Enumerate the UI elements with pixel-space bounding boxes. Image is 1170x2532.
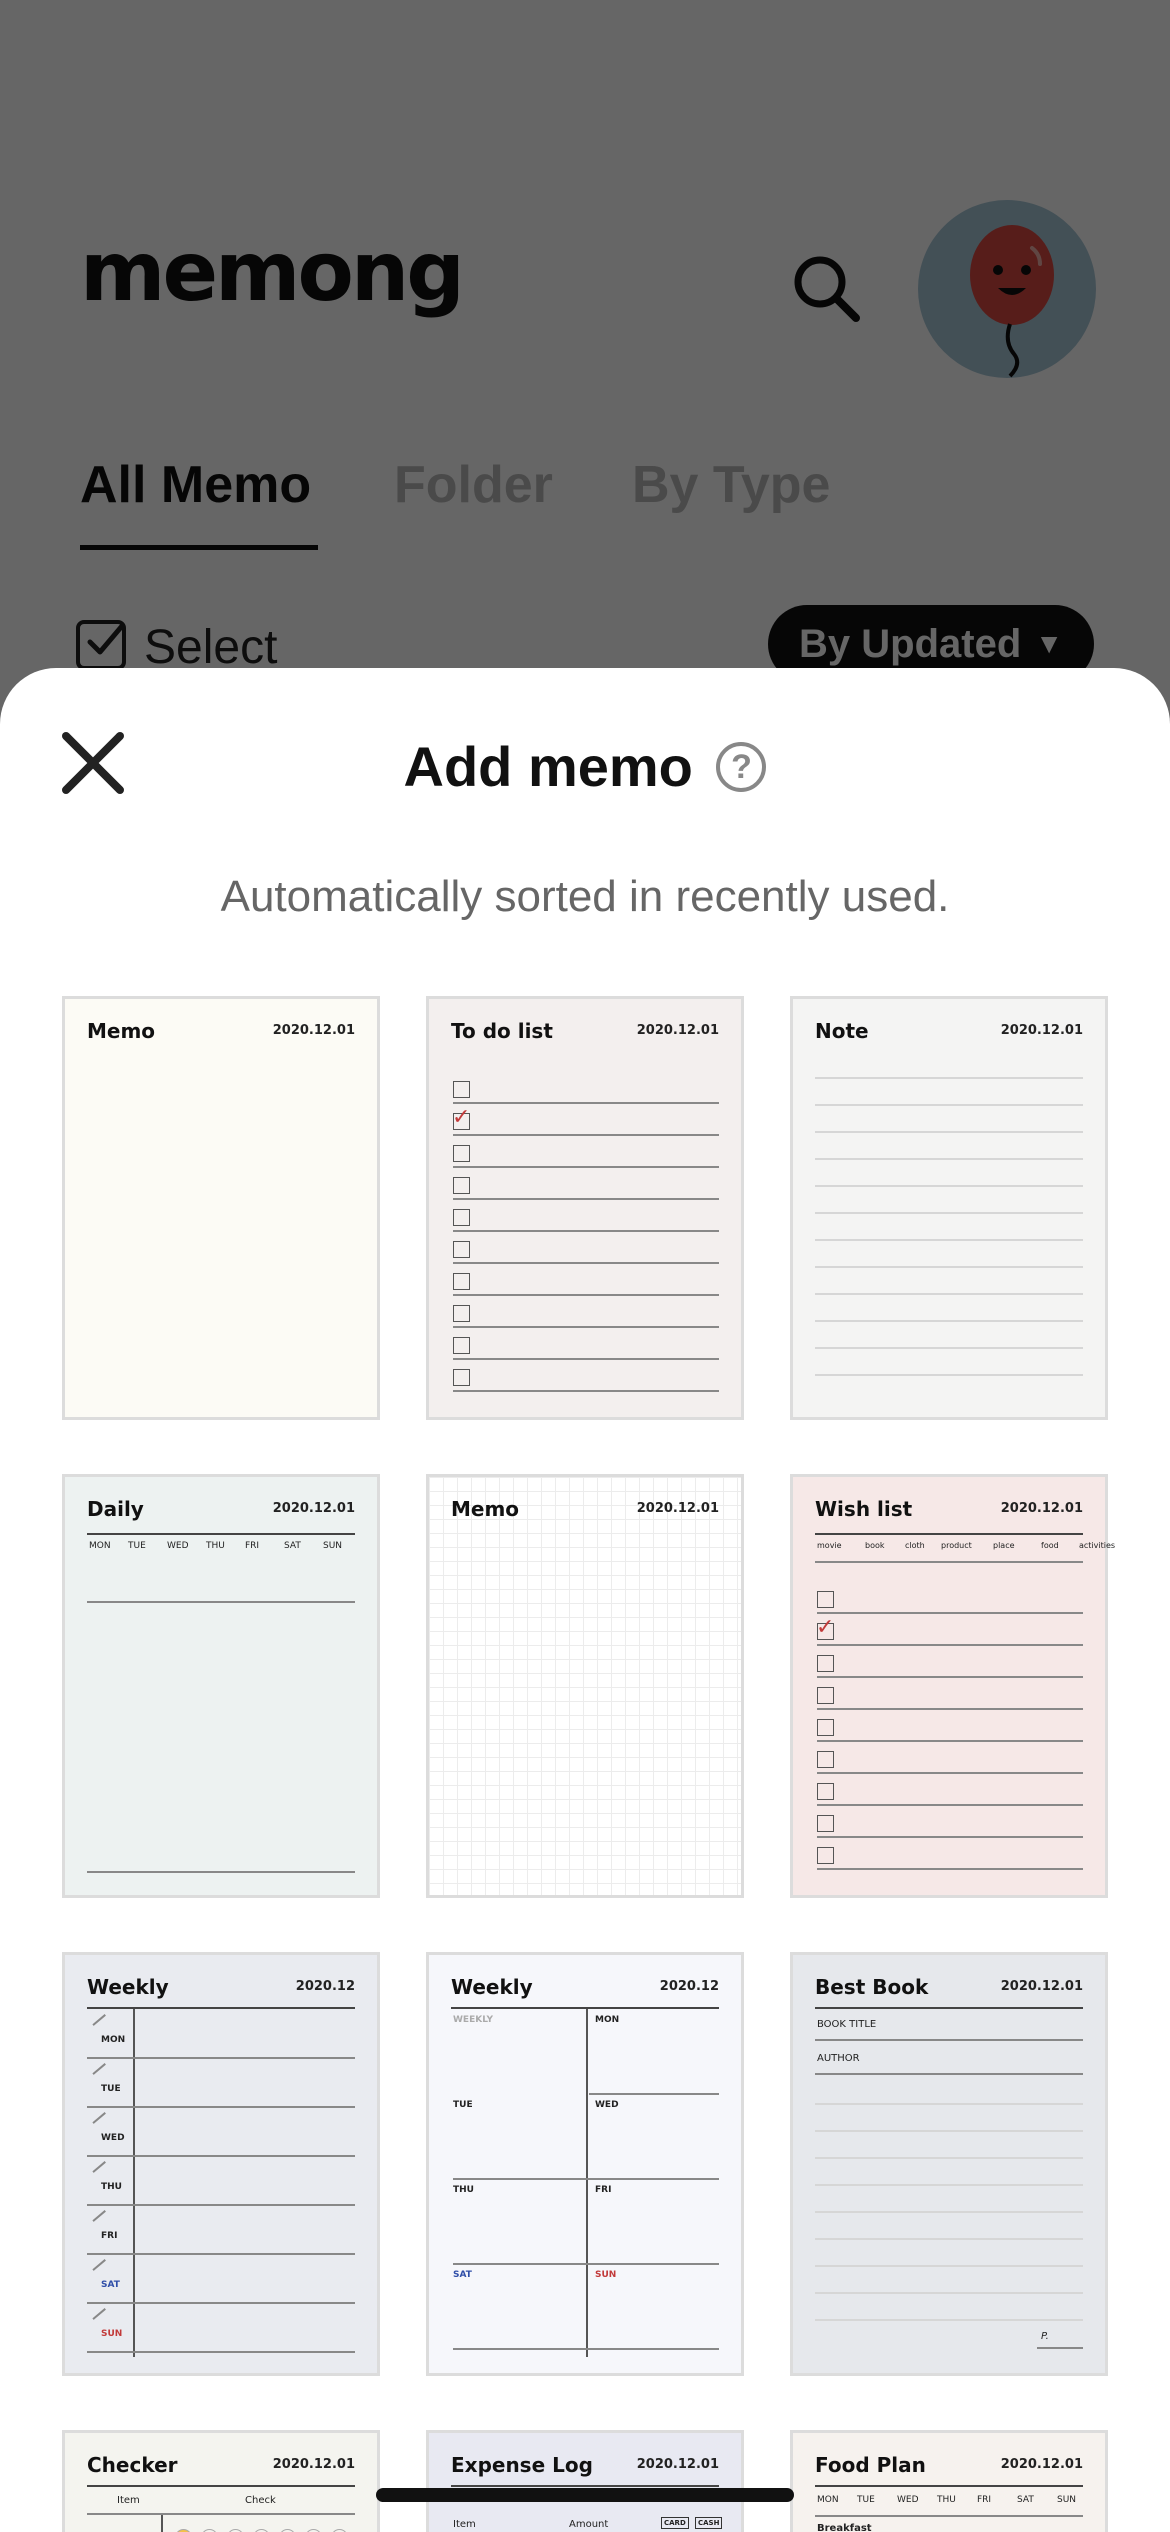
note-line	[815, 2211, 1083, 2213]
checkbox	[816, 1614, 835, 1640]
weekday-label: THU	[206, 1541, 225, 1551]
weekday-label: TUE	[101, 2084, 121, 2094]
book-title-label: BOOK TITLE	[817, 2019, 877, 2030]
divider	[815, 2039, 1083, 2041]
cash-column-label: CASH	[695, 2517, 722, 2529]
divider	[87, 2302, 355, 2304]
template-card-best-book[interactable]	[790, 1952, 1108, 2376]
author-label: AUTHOR	[817, 2053, 860, 2064]
weekday-label: WED	[595, 2100, 619, 2110]
note-line	[815, 1185, 1083, 1187]
template-card-memo[interactable]	[62, 996, 380, 1420]
template-date: 2020.12.01	[636, 1501, 719, 1516]
note-line	[815, 1347, 1083, 1349]
checkbox	[453, 1177, 470, 1194]
template-card-grid-memo[interactable]	[426, 1474, 744, 1898]
note-line	[815, 2103, 1083, 2105]
divider	[87, 2513, 355, 2515]
weekday-label: TUE	[128, 1541, 146, 1551]
note-line	[815, 2238, 1083, 2240]
template-card-food-plan[interactable]	[790, 2430, 1108, 2532]
divider	[453, 2348, 719, 2350]
checkbox	[817, 1847, 834, 1864]
divider	[453, 2263, 719, 2265]
template-card-wish-list[interactable]	[790, 1474, 1116, 1898]
divider	[87, 2007, 355, 2009]
checkbox	[453, 1081, 470, 1098]
note-line	[815, 2157, 1083, 2159]
check-mark-icon: ✓	[452, 1104, 471, 1129]
note-line	[815, 1158, 1083, 1160]
template-title: Memo	[87, 1019, 156, 1043]
weekday-label: SUN	[595, 2270, 617, 2280]
checkbox	[817, 1687, 834, 1704]
note-line	[815, 2319, 1083, 2321]
help-icon[interactable]: ?	[716, 742, 766, 792]
divider	[451, 2485, 719, 2487]
weekday-label: SAT	[284, 1541, 301, 1551]
divider	[453, 1166, 719, 1168]
template-card-weekly-grid[interactable]	[426, 1952, 744, 2376]
divider	[87, 1871, 355, 1873]
note-line	[815, 1077, 1083, 1079]
divider	[453, 1390, 719, 1392]
divider	[817, 1836, 1083, 1838]
weekday-label: FRI	[977, 2495, 992, 2505]
add-memo-sheet	[0, 668, 1170, 2532]
note-line	[815, 1131, 1083, 1133]
template-title: Expense Log	[451, 2453, 593, 2477]
divider	[453, 1198, 719, 1200]
note-line	[815, 1266, 1083, 1268]
slash-mark	[92, 2259, 105, 2270]
template-card-todo-list[interactable]	[426, 996, 744, 1420]
checkbox	[452, 1104, 471, 1130]
template-title: Best Book	[815, 1975, 929, 1999]
template-card-checker[interactable]	[62, 2430, 380, 2532]
note-line	[815, 1293, 1083, 1295]
sheet-title: Add memo	[403, 735, 693, 799]
weekday-label: FRI	[245, 1541, 260, 1551]
note-line	[815, 2292, 1083, 2294]
note-line	[815, 2184, 1083, 2186]
divider	[451, 2007, 719, 2009]
sheet-subtitle: Automatically sorted in recently used.	[220, 872, 950, 921]
template-title: Note	[815, 1019, 869, 1043]
note-line	[815, 1104, 1083, 1106]
divider	[453, 1262, 719, 1264]
weekday-label: SAT	[453, 2270, 472, 2280]
template-card-weekly-list[interactable]	[62, 1952, 380, 2376]
divider	[87, 2204, 355, 2206]
weekday-label: THU	[101, 2182, 122, 2192]
divider	[815, 2515, 1083, 2517]
divider	[817, 1612, 1083, 1614]
divider	[815, 2485, 1083, 2487]
template-date: 2020.12.01	[272, 2457, 355, 2472]
column-divider	[586, 2009, 588, 2357]
template-date: 2020.12	[659, 1979, 719, 1994]
category-label: product	[941, 1541, 972, 1550]
divider	[589, 2093, 719, 2095]
slash-mark	[92, 2161, 105, 2172]
template-title: Checker	[87, 2453, 178, 2477]
weekday-label: MON	[595, 2015, 620, 2025]
checkbox	[817, 1719, 834, 1736]
sheet-title-row	[0, 728, 1170, 802]
checkbox	[453, 1209, 470, 1226]
category-label: cloth	[905, 1541, 925, 1550]
divider	[87, 1601, 355, 1603]
checkbox	[453, 1337, 470, 1354]
slash-mark	[92, 2063, 105, 2074]
template-date: 2020.12.01	[1000, 1501, 1083, 1516]
item-column-label: Item	[453, 2519, 476, 2530]
weekday-label: WED	[897, 2495, 919, 2505]
note-line	[815, 1320, 1083, 1322]
template-card-expense-log[interactable]	[426, 2430, 744, 2532]
divider	[453, 1102, 719, 1104]
category-label: place	[993, 1541, 1015, 1550]
template-date: 2020.12.01	[1000, 2457, 1083, 2472]
template-title: To do list	[451, 1019, 553, 1043]
amount-column-label: Amount	[569, 2519, 609, 2530]
divider	[453, 2178, 719, 2180]
template-card-daily[interactable]	[62, 1474, 380, 1898]
divider	[815, 1533, 1083, 1535]
divider	[453, 1230, 719, 1232]
template-title: Food Plan	[815, 2453, 926, 2477]
home-indicator	[376, 2488, 794, 2502]
weekday-label: SAT	[1017, 2495, 1034, 2505]
divider	[817, 1644, 1083, 1646]
divider	[815, 2007, 1083, 2009]
column-divider	[161, 2515, 163, 2532]
divider	[817, 1676, 1083, 1678]
template-title: Memo	[451, 1497, 520, 1521]
divider	[87, 2253, 355, 2255]
template-date: 2020.12.01	[1000, 1023, 1083, 1038]
template-card-note[interactable]	[790, 996, 1108, 1420]
checkbox	[817, 1655, 834, 1672]
divider	[817, 1740, 1083, 1742]
divider	[453, 1358, 719, 1360]
divider	[817, 1804, 1083, 1806]
checkbox	[817, 1815, 834, 1832]
checkbox	[453, 1369, 470, 1386]
card-column-label: CARD	[661, 2517, 689, 2529]
divider	[87, 2485, 355, 2487]
weekday-label: TUE	[453, 2100, 473, 2110]
divider	[87, 1533, 355, 1535]
divider	[1037, 2347, 1083, 2349]
divider	[453, 1134, 719, 1136]
template-date: 2020.12.01	[272, 1501, 355, 1516]
weekday-label: THU	[937, 2495, 956, 2505]
divider	[87, 2155, 355, 2157]
slash-mark	[92, 2014, 105, 2025]
column-divider	[133, 2009, 135, 2357]
divider	[87, 2106, 355, 2108]
weekday-label: MON	[89, 1541, 111, 1551]
template-title: Weekly	[451, 1975, 533, 1999]
checkbox	[817, 1751, 834, 1768]
weekday-label: TUE	[857, 2495, 875, 2505]
divider	[87, 2057, 355, 2059]
meal-label: Breakfast	[817, 2523, 872, 2532]
checkbox	[453, 1241, 470, 1258]
divider	[815, 2073, 1083, 2075]
weekday-label: FRI	[101, 2231, 118, 2241]
divider	[87, 2351, 355, 2353]
weekly-label: WEEKLY	[453, 2015, 494, 2025]
note-line	[815, 1374, 1083, 1376]
weekday-label: WED	[167, 1541, 189, 1551]
category-label: activities	[1079, 1541, 1116, 1550]
note-line	[815, 2130, 1083, 2132]
divider	[453, 1326, 719, 1328]
item-column-label: Item	[117, 2495, 140, 2506]
slash-mark	[92, 2112, 105, 2123]
template-date: 2020.12.01	[636, 1023, 719, 1038]
checkbox	[453, 1305, 470, 1322]
note-line	[815, 1212, 1083, 1214]
weekday-label: SAT	[101, 2280, 120, 2290]
note-line	[815, 2265, 1083, 2267]
template-title: Wish list	[815, 1497, 913, 1521]
note-line	[815, 1239, 1083, 1241]
template-date: 2020.12.01	[272, 1023, 355, 1038]
template-title: Daily	[87, 1497, 144, 1521]
category-label: food	[1041, 1541, 1059, 1550]
divider	[453, 1294, 719, 1296]
template-date: 2020.12.01	[636, 2457, 719, 2472]
weekday-label: SUN	[323, 1541, 343, 1551]
category-label: book	[865, 1541, 885, 1550]
divider	[815, 1561, 1083, 1563]
checkbox	[817, 1783, 834, 1800]
weekday-label: MON	[817, 2495, 839, 2505]
weekday-label: WED	[101, 2133, 125, 2143]
check-mark-icon: ✓	[816, 1614, 835, 1639]
page-label: P.	[1041, 2331, 1049, 2342]
weekday-label: SUN	[1057, 2495, 1077, 2505]
checkbox	[453, 1145, 470, 1162]
slash-mark	[92, 2210, 105, 2221]
weekday-label: THU	[453, 2185, 474, 2195]
checkbox	[453, 1273, 470, 1290]
template-date: 2020.12.01	[1000, 1979, 1083, 1994]
template-title: Weekly	[87, 1975, 169, 1999]
divider	[817, 1868, 1083, 1870]
weekday-label: FRI	[595, 2185, 612, 2195]
category-label: movie	[817, 1541, 842, 1550]
weekday-label: MON	[101, 2035, 126, 2045]
slash-mark	[92, 2308, 105, 2319]
divider	[817, 1772, 1083, 1774]
weekday-label: SUN	[101, 2329, 123, 2339]
template-date: 2020.12	[295, 1979, 355, 1994]
divider	[817, 1708, 1083, 1710]
check-column-label: Check	[245, 2495, 276, 2506]
checkbox	[817, 1591, 834, 1608]
